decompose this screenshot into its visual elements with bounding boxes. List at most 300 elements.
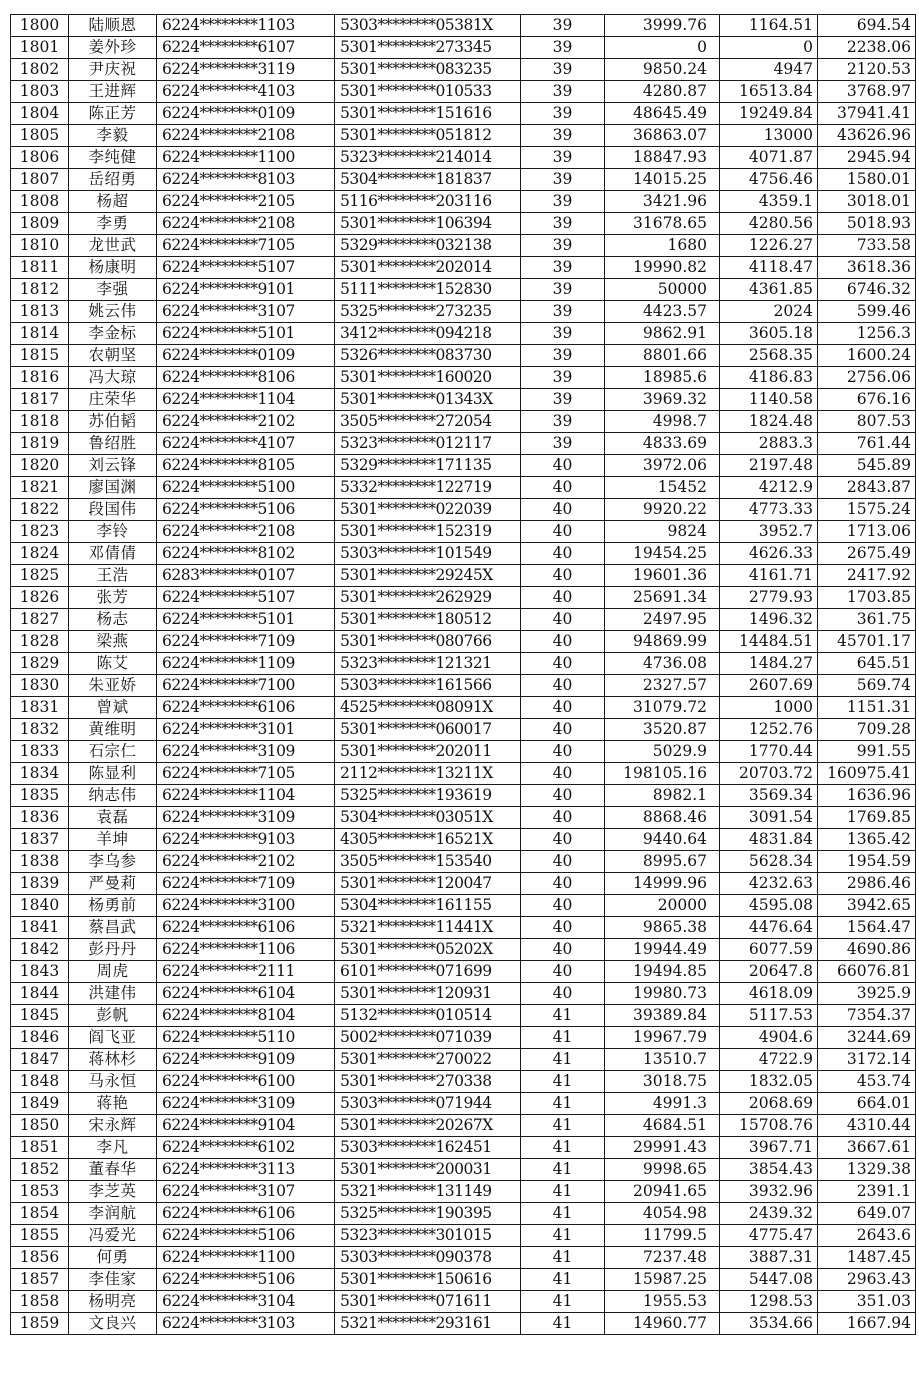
id-number-cell: 5304********161155 [335,895,521,917]
value-3-cell: 2843.87 [818,477,916,499]
value-2-cell: 5628.34 [720,851,818,873]
bank-card-cell: 6224********3109 [157,807,335,829]
group-cell: 40 [521,785,605,807]
id-number-cell: 5326********083730 [335,345,521,367]
group-cell: 41 [521,1247,605,1269]
group-cell: 39 [521,15,605,37]
group-cell: 40 [521,719,605,741]
row-index-cell: 1855 [11,1225,69,1247]
value-1-cell: 14999.96 [605,873,720,895]
value-2-cell: 5447.08 [720,1269,818,1291]
name-cell: 刘云锋 [69,455,157,477]
row-index-cell: 1813 [11,301,69,323]
group-cell: 39 [521,323,605,345]
bank-card-cell: 6224********6106 [157,1203,335,1225]
row-index-cell: 1812 [11,279,69,301]
value-3-cell: 3768.97 [818,81,916,103]
value-1-cell: 9862.91 [605,323,720,345]
row-index-cell: 1849 [11,1093,69,1115]
name-cell: 李润航 [69,1203,157,1225]
value-3-cell: 351.03 [818,1291,916,1313]
group-cell: 39 [521,37,605,59]
value-2-cell: 2883.3 [720,433,818,455]
name-cell: 苏伯韬 [69,411,157,433]
name-cell: 彭丹丹 [69,939,157,961]
value-2-cell: 4775.47 [720,1225,818,1247]
value-3-cell: 1600.24 [818,345,916,367]
bank-card-cell: 6224********6102 [157,1137,335,1159]
value-2-cell: 4831.84 [720,829,818,851]
value-3-cell: 7354.37 [818,1005,916,1027]
group-cell: 40 [521,587,605,609]
bank-card-cell: 6224********1103 [157,15,335,37]
name-cell: 杨明亮 [69,1291,157,1313]
row-index-cell: 1857 [11,1269,69,1291]
value-1-cell: 4423.57 [605,301,720,323]
table-row [11,1181,916,1203]
id-number-cell: 5329********171135 [335,455,521,477]
bank-card-cell: 6224********2102 [157,411,335,433]
name-cell: 董春华 [69,1159,157,1181]
bank-card-cell: 6224********1100 [157,147,335,169]
bank-card-cell: 6224********5107 [157,587,335,609]
value-2-cell: 4595.08 [720,895,818,917]
name-cell: 李乌参 [69,851,157,873]
id-number-cell: 5323********121321 [335,653,521,675]
table-row [11,477,916,499]
id-number-cell: 5116********203116 [335,191,521,213]
value-3-cell: 694.54 [818,15,916,37]
value-1-cell: 39389.84 [605,1005,720,1027]
value-2-cell: 2607.69 [720,675,818,697]
value-3-cell: 1564.47 [818,917,916,939]
group-cell: 41 [521,1115,605,1137]
row-index-cell: 1852 [11,1159,69,1181]
group-cell: 41 [521,1137,605,1159]
value-3-cell: 599.46 [818,301,916,323]
bank-card-cell: 6224********6106 [157,917,335,939]
name-cell: 洪建伟 [69,983,157,1005]
row-index-cell: 1824 [11,543,69,565]
table-row [11,609,916,631]
value-2-cell: 0 [720,37,818,59]
table-row [11,763,916,785]
group-cell: 41 [521,1159,605,1181]
table-row [11,1049,916,1071]
id-number-cell: 5304********181837 [335,169,521,191]
value-3-cell: 2986.46 [818,873,916,895]
value-2-cell: 4756.46 [720,169,818,191]
value-2-cell: 13000 [720,125,818,147]
table-row [11,939,916,961]
table-row [11,1159,916,1181]
value-1-cell: 29991.43 [605,1137,720,1159]
row-index-cell: 1835 [11,785,69,807]
value-2-cell: 5117.53 [720,1005,818,1027]
id-number-cell: 5332********122719 [335,477,521,499]
name-cell: 彭帆 [69,1005,157,1027]
group-cell: 39 [521,367,605,389]
id-number-cell: 5303********090378 [335,1247,521,1269]
name-cell: 曾斌 [69,697,157,719]
table-row [11,521,916,543]
id-number-cell: 5132********010514 [335,1005,521,1027]
group-cell: 40 [521,543,605,565]
group-cell: 40 [521,631,605,653]
value-3-cell: 6746.32 [818,279,916,301]
bank-card-cell: 6224********2108 [157,125,335,147]
bank-card-cell: 6224********0109 [157,345,335,367]
table-row [11,1071,916,1093]
group-cell: 40 [521,895,605,917]
value-1-cell: 50000 [605,279,720,301]
group-cell: 40 [521,807,605,829]
value-2-cell: 4722.9 [720,1049,818,1071]
group-cell: 39 [521,125,605,147]
value-2-cell: 4626.33 [720,543,818,565]
table-row [11,257,916,279]
id-number-cell: 5301********270022 [335,1049,521,1071]
row-index-cell: 1833 [11,741,69,763]
name-cell: 李芝英 [69,1181,157,1203]
table-row [11,587,916,609]
value-3-cell: 4690.86 [818,939,916,961]
table-row [11,345,916,367]
id-number-cell: 5002********071039 [335,1027,521,1049]
group-cell: 40 [521,521,605,543]
id-number-cell: 4525********08091X [335,697,521,719]
value-2-cell: 4071.87 [720,147,818,169]
table-row [11,741,916,763]
name-cell: 宋永辉 [69,1115,157,1137]
group-cell: 41 [521,1313,605,1335]
row-index-cell: 1801 [11,37,69,59]
group-cell: 41 [521,1269,605,1291]
row-index-cell: 1854 [11,1203,69,1225]
row-index-cell: 1806 [11,147,69,169]
value-3-cell: 2643.6 [818,1225,916,1247]
group-cell: 40 [521,961,605,983]
value-2-cell: 1484.27 [720,653,818,675]
table-row [11,807,916,829]
value-1-cell: 19990.82 [605,257,720,279]
value-3-cell: 545.89 [818,455,916,477]
table-row [11,873,916,895]
value-1-cell: 1680 [605,235,720,257]
table-row [11,917,916,939]
group-cell: 39 [521,433,605,455]
row-index-cell: 1834 [11,763,69,785]
row-index-cell: 1847 [11,1049,69,1071]
bank-card-cell: 6224********9101 [157,279,335,301]
row-index-cell: 1814 [11,323,69,345]
bank-card-cell: 6224********3103 [157,1313,335,1335]
id-number-cell: 5301********160020 [335,367,521,389]
table-row [11,1203,916,1225]
value-2-cell: 1824.48 [720,411,818,433]
value-2-cell: 3952.7 [720,521,818,543]
id-number-cell: 5301********120931 [335,983,521,1005]
bank-card-cell: 6224********7105 [157,235,335,257]
row-index-cell: 1804 [11,103,69,125]
table-row [11,1137,916,1159]
table-row [11,389,916,411]
id-number-cell: 5323********214014 [335,147,521,169]
table-row [11,653,916,675]
value-3-cell: 1667.94 [818,1313,916,1335]
bank-card-cell: 6224********7109 [157,631,335,653]
table-row [11,631,916,653]
value-2-cell: 2439.32 [720,1203,818,1225]
row-index-cell: 1808 [11,191,69,213]
bank-card-cell: 6224********6104 [157,983,335,1005]
group-cell: 39 [521,81,605,103]
row-index-cell: 1826 [11,587,69,609]
bank-card-cell: 6224********9103 [157,829,335,851]
row-index-cell: 1840 [11,895,69,917]
name-cell: 黄维明 [69,719,157,741]
row-index-cell: 1850 [11,1115,69,1137]
id-number-cell: 5301********080766 [335,631,521,653]
group-cell: 41 [521,1005,605,1027]
value-2-cell: 1298.53 [720,1291,818,1313]
value-3-cell: 2391.1 [818,1181,916,1203]
value-3-cell: 3018.01 [818,191,916,213]
name-cell: 李勇 [69,213,157,235]
bank-card-cell: 6224********5107 [157,257,335,279]
group-cell: 41 [521,1071,605,1093]
id-number-cell: 5323********012117 [335,433,521,455]
value-1-cell: 4280.87 [605,81,720,103]
value-1-cell: 8801.66 [605,345,720,367]
group-cell: 40 [521,609,605,631]
id-number-cell: 5301********273345 [335,37,521,59]
value-3-cell: 2417.92 [818,565,916,587]
value-1-cell: 5029.9 [605,741,720,763]
value-1-cell: 20941.65 [605,1181,720,1203]
name-cell: 蔡昌武 [69,917,157,939]
row-index-cell: 1829 [11,653,69,675]
value-1-cell: 3972.06 [605,455,720,477]
value-3-cell: 37941.41 [818,103,916,125]
table-row [11,147,916,169]
value-2-cell: 20647.8 [720,961,818,983]
row-index-cell: 1842 [11,939,69,961]
value-1-cell: 3999.76 [605,15,720,37]
value-3-cell: 645.51 [818,653,916,675]
name-cell: 王浩 [69,565,157,587]
id-number-cell: 5301********20267X [335,1115,521,1137]
bank-card-cell: 6224********3109 [157,741,335,763]
bank-card-cell: 6224********1109 [157,653,335,675]
row-index-cell: 1816 [11,367,69,389]
group-cell: 40 [521,983,605,1005]
id-number-cell: 5325********273235 [335,301,521,323]
value-2-cell: 2568.35 [720,345,818,367]
value-1-cell: 3520.87 [605,719,720,741]
value-3-cell: 3172.14 [818,1049,916,1071]
bank-card-cell: 6224********0109 [157,103,335,125]
table-row [11,829,916,851]
name-cell: 农朝坚 [69,345,157,367]
name-cell: 朱亚娇 [69,675,157,697]
value-2-cell: 3534.66 [720,1313,818,1335]
value-3-cell: 1703.85 [818,587,916,609]
id-number-cell: 5329********032138 [335,235,521,257]
id-number-cell: 5301********051812 [335,125,521,147]
row-index-cell: 1811 [11,257,69,279]
value-1-cell: 3421.96 [605,191,720,213]
group-cell: 39 [521,147,605,169]
id-number-cell: 4305********16521X [335,829,521,851]
bank-card-cell: 6224********2111 [157,961,335,983]
name-cell: 尹庆祝 [69,59,157,81]
row-index-cell: 1844 [11,983,69,1005]
table-row [11,191,916,213]
name-cell: 龙世武 [69,235,157,257]
table-row [11,1005,916,1027]
bank-card-cell: 6224********7105 [157,763,335,785]
table-row [11,785,916,807]
name-cell: 鲁绍胜 [69,433,157,455]
table-row [11,455,916,477]
name-cell: 梁燕 [69,631,157,653]
value-2-cell: 4232.63 [720,873,818,895]
name-cell: 邓倩倩 [69,543,157,565]
table-row [11,1269,916,1291]
value-1-cell: 4833.69 [605,433,720,455]
id-number-cell: 5301********01343X [335,389,521,411]
id-number-cell: 5301********083235 [335,59,521,81]
row-index-cell: 1853 [11,1181,69,1203]
value-3-cell: 5018.93 [818,213,916,235]
id-number-cell: 2112********13211X [335,763,521,785]
group-cell: 39 [521,59,605,81]
value-1-cell: 9824 [605,521,720,543]
value-2-cell: 4359.1 [720,191,818,213]
row-index-cell: 1807 [11,169,69,191]
value-3-cell: 1365.42 [818,829,916,851]
name-cell: 陈显利 [69,763,157,785]
value-1-cell: 7237.48 [605,1247,720,1269]
value-1-cell: 4684.51 [605,1115,720,1137]
bank-card-cell: 6224********4107 [157,433,335,455]
id-number-cell: 5301********262929 [335,587,521,609]
id-number-cell: 5301********106394 [335,213,521,235]
name-cell: 姚云伟 [69,301,157,323]
name-cell: 李强 [69,279,157,301]
id-number-cell: 3412********094218 [335,323,521,345]
value-2-cell: 1496.32 [720,609,818,631]
row-index-cell: 1830 [11,675,69,697]
value-1-cell: 8995.67 [605,851,720,873]
id-number-cell: 5325********193619 [335,785,521,807]
value-2-cell: 4947 [720,59,818,81]
value-2-cell: 3887.31 [720,1247,818,1269]
value-3-cell: 3667.61 [818,1137,916,1159]
bank-card-cell: 6224********3113 [157,1159,335,1181]
value-3-cell: 2120.53 [818,59,916,81]
bank-card-cell: 6224********7100 [157,675,335,697]
table-row [11,279,916,301]
group-cell: 39 [521,169,605,191]
group-cell: 39 [521,191,605,213]
id-number-cell: 3505********272054 [335,411,521,433]
id-number-cell: 5301********152319 [335,521,521,543]
name-cell: 严曼莉 [69,873,157,895]
name-cell: 冯爱光 [69,1225,157,1247]
value-3-cell: 4310.44 [818,1115,916,1137]
bank-card-cell: 6224********8106 [157,367,335,389]
value-1-cell: 94869.99 [605,631,720,653]
name-cell: 纳志伟 [69,785,157,807]
table-row [11,169,916,191]
value-1-cell: 198105.16 [605,763,720,785]
group-cell: 39 [521,411,605,433]
value-1-cell: 1955.53 [605,1291,720,1313]
value-2-cell: 6077.59 [720,939,818,961]
name-cell: 马永恒 [69,1071,157,1093]
table-row [11,983,916,1005]
value-3-cell: 3244.69 [818,1027,916,1049]
group-cell: 40 [521,741,605,763]
bank-card-cell: 6224********7109 [157,873,335,895]
value-2-cell: 4773.33 [720,499,818,521]
table-row [11,543,916,565]
row-index-cell: 1800 [11,15,69,37]
value-1-cell: 36863.07 [605,125,720,147]
group-cell: 40 [521,763,605,785]
value-3-cell: 664.01 [818,1093,916,1115]
value-2-cell: 2197.48 [720,455,818,477]
table-row [11,1115,916,1137]
row-index-cell: 1810 [11,235,69,257]
bank-card-cell: 6224********6100 [157,1071,335,1093]
group-cell: 40 [521,873,605,895]
value-3-cell: 43626.96 [818,125,916,147]
bank-card-cell: 6224********3107 [157,1181,335,1203]
value-2-cell: 4118.47 [720,257,818,279]
row-index-cell: 1839 [11,873,69,895]
value-2-cell: 16513.84 [720,81,818,103]
row-index-cell: 1843 [11,961,69,983]
value-2-cell: 2068.69 [720,1093,818,1115]
table-row [11,675,916,697]
value-1-cell: 25691.34 [605,587,720,609]
group-cell: 40 [521,499,605,521]
value-1-cell: 20000 [605,895,720,917]
id-number-cell: 5303********05381X [335,15,521,37]
id-number-cell: 5303********071944 [335,1093,521,1115]
value-3-cell: 761.44 [818,433,916,455]
table-row [11,1247,916,1269]
bank-card-cell: 6224********5106 [157,499,335,521]
table-row [11,1225,916,1247]
value-2-cell: 3569.34 [720,785,818,807]
table-row [11,323,916,345]
group-cell: 41 [521,1225,605,1247]
row-index-cell: 1846 [11,1027,69,1049]
row-index-cell: 1832 [11,719,69,741]
value-1-cell: 15987.25 [605,1269,720,1291]
value-1-cell: 9440.64 [605,829,720,851]
table-row [11,367,916,389]
value-3-cell: 1151.31 [818,697,916,719]
group-cell: 40 [521,565,605,587]
row-index-cell: 1851 [11,1137,69,1159]
table-row [11,213,916,235]
value-2-cell: 4186.83 [720,367,818,389]
